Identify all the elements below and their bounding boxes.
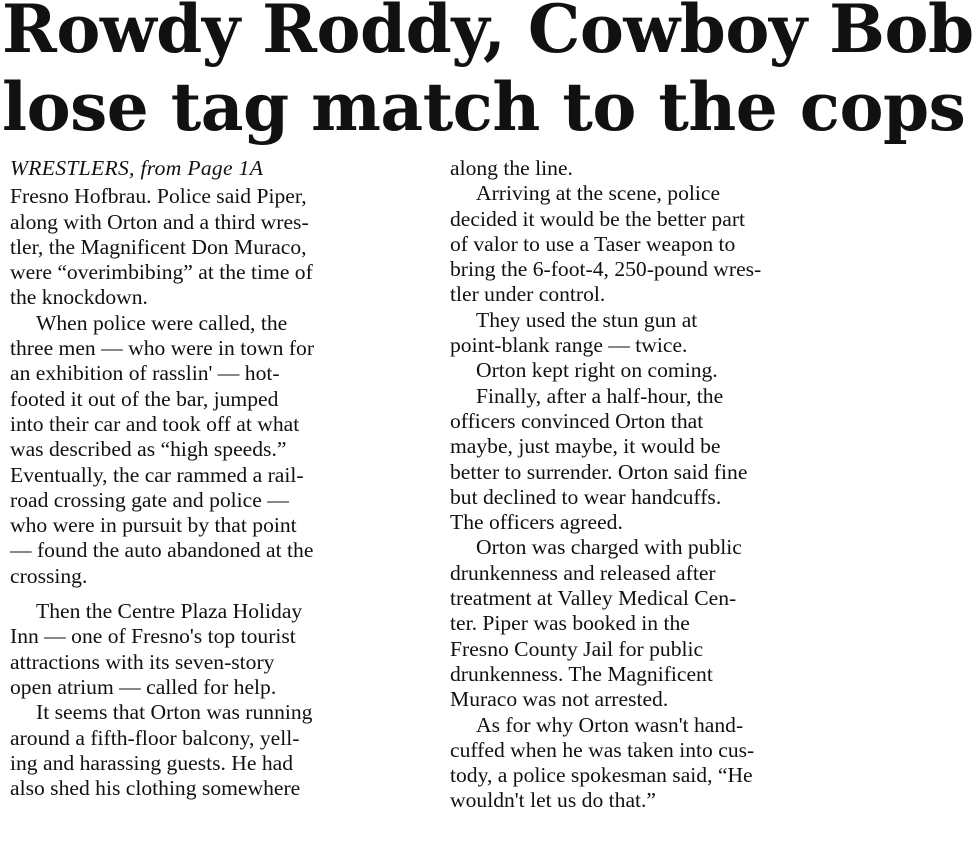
text-line: Finally, after a half-hour, the [476,383,724,408]
paragraph [450,156,858,181]
text-line: decided it would be the better part [450,206,746,231]
text-line: of valor to use a Taser weapon to [450,231,736,256]
text-line: maybe, just maybe, it would be [450,434,721,459]
paragraph [10,311,420,589]
paragraph [450,308,858,359]
text-line: Eventually, the car rammed a rail- [10,462,304,487]
text-line: were “overimbibing” at the time of [10,260,313,285]
text-line: open atrium — called for help. [10,674,277,699]
paragraph [10,184,420,310]
text-line: bring the 6-foot-4, 250-pound wres- [450,257,762,282]
text-line: Muraco was not arrested. [450,687,669,712]
right-column [450,156,858,814]
text-line: Orton kept right on coming. [476,358,718,383]
text-line: Fresno County Jail for public [450,636,704,661]
text-line: treatment at Valley Medical Cen- [450,586,737,611]
text-line: who were in pursuit by that point [10,513,297,538]
text-line: attractions with its seven-story [10,649,275,674]
paragraph [10,599,420,700]
text-line: drunkenness. The Magnificent [450,661,713,686]
text-line: three men — who were in town for [10,336,315,361]
paragraph [10,700,420,801]
text-line: officers convinced Orton that [450,408,704,433]
text-line: around a fifth-floor balcony, yell- [10,725,300,750]
paragraph [450,181,858,307]
text-line: along with Orton and a third wres- [10,209,309,234]
text-line: tler under control. [450,282,606,307]
text-line: drunkenness and released after [450,560,716,585]
text-line: the knockdown. [10,285,148,310]
text-line: ing and harassing guests. He had [10,750,294,775]
text-line: Arriving at the scene, police [476,181,721,206]
text-line: tler, the Magnificent Don Muraco, [10,234,307,259]
text-line: tody, a police spokesman said, “He [450,763,753,788]
headline-line-2: lose tag match to the cops [2,68,966,146]
text-line: It seems that Orton was running [36,700,313,725]
jump-line: WRESTLERS, from Page 1A [10,156,264,180]
text-line: better to surrender. Orton said fine [450,459,748,484]
text-line: road crossing gate and police — [10,487,289,512]
text-line: also shed his clothing somewhere [10,776,301,801]
text-line: footed it out of the bar, jumped [10,386,279,411]
text-line: When police were called, the [36,310,288,335]
headline [2,0,974,146]
text-line: Orton was charged with public [476,535,742,560]
text-line: ter. Piper was booked in the [450,611,690,636]
text-line: Then the Centre Plaza Holiday [36,599,303,624]
text-line: an exhibition of rasslin' — hot- [10,361,280,386]
paragraph [450,384,858,536]
text-line: Inn — one of Fresno's top tourist [10,624,296,649]
text-line: cuffed when he was taken into cus- [450,737,755,762]
text-line: point-blank range — twice. [450,333,688,358]
paragraph [450,713,858,814]
text-line: — found the auto abandoned at the [10,538,314,563]
headline-line-1: Rowdy Roddy, Cowboy Bob [2,0,974,68]
text-line: but declined to wear handcuffs. [450,484,722,509]
paragraph [450,358,858,383]
text-line: The officers agreed. [450,510,623,535]
text-line: Fresno Hofbrau. Police said Piper, [10,184,307,209]
text-line: along the line. [450,156,573,180]
text-line: crossing. [10,563,88,588]
text-line: into their car and took off at what [10,411,300,436]
left-column [10,156,420,801]
text-line: They used the stun gun at [476,307,698,332]
text-line: As for why Orton wasn't hand- [476,712,744,737]
text-line: was described as “high speeds.” [10,437,287,462]
paragraph-gap [10,589,420,599]
text-line: wouldn't let us do that.” [450,788,657,813]
paragraph [450,535,858,712]
